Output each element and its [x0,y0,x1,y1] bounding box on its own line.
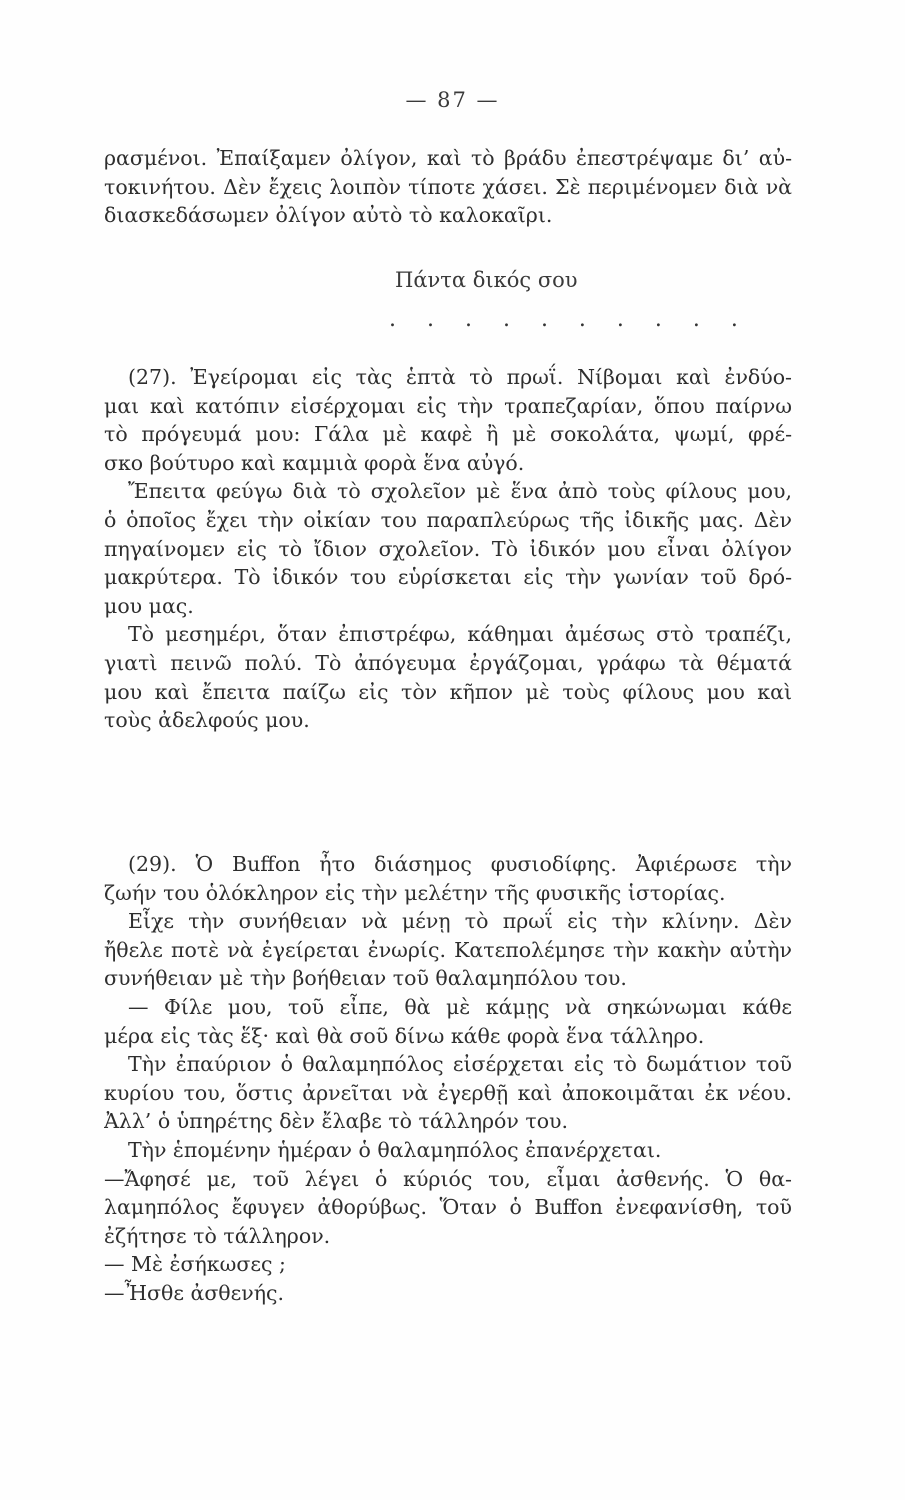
section-27 [104,363,792,735]
text-line: σκο βούτυρο καὶ καμμιὰ φορὰ ἕνα αὐγό. [104,450,525,475]
text-line: — Φίλε μου, τοῦ εἶπε, θὰ μὲ κάμῃς νὰ σηκώνωμαι κάθε [128,994,792,1019]
letter-signature: Πάντα δικός σου [395,268,578,292]
text-line: ἐζήτησε τὸ τάλληρον. [104,1223,331,1248]
separator-dots: . . . . . . . . . . [389,307,750,332]
page-number: — 87 — [405,88,500,112]
text-line: γιατὶ πεινῶ πολύ. Τὸ ἀπόγευμα ἐργάζομαι, γράφω τὰ θέματά [104,650,792,675]
text-line: — Μὲ ἐσήκωσες ; [104,1252,286,1277]
text-line: συνήθειαν μὲ τὴν βοήθειαν τοῦ θαλαμηπόλου του. [104,966,627,991]
text-line: κυρίου του, ὅστις ἀρνεῖται νὰ ἐγερθῇ καὶ ἀποκοιμᾶται ἐκ νέου. [104,1080,792,1105]
text-line: ὁ ὁποῖος ἔχει τὴν οἰκίαν του παραπλεύρως τῆς ἰδικῆς μας. Δὲν [104,507,792,532]
text-line: ἤθελε ποτὲ νὰ ἐγείρεται ἐνωρίς. Κατεπολέμησε τὴν κακὴν αὐτὴν [104,937,792,962]
text-line: —Ἦσθε ἀσθενής. [104,1280,285,1305]
text-line: μέρα εἰς τὰς ἕξ· καὶ θὰ σοῦ δίνω κάθε φορὰ ἕνα τάλληρο. [104,1023,705,1048]
text-line: Ἀλλ’ ὁ ὑπηρέτης δὲν ἔλαβε τὸ τάλληρόν του. [104,1109,569,1134]
text-line: ρασμένοι. Ἐπαίξαμεν ὀλίγον, καὶ τὸ βράδυ ἐπεστρέψαμε δι’ αὐ- [104,146,792,170]
text-line: Τὴν ἑπομένην ἡμέραν ὁ θαλαμηπόλος ἐπανέρχεται. [128,1137,662,1162]
text-line: τοὺς ἀδελφούς μου. [104,708,310,733]
text-line: μου μας. [104,593,194,618]
text-line: τοκινήτου. Δὲν ἔχεις λοιπὸν τίποτε χάσει. Σὲ περιμένομεν διὰ νὰ [104,174,792,199]
section-29 [104,850,792,1308]
text-line: τὸ πρόγευμά μου: Γάλα μὲ καφὲ ἢ μὲ σοκολάτα, ψωμί, φρέ- [104,422,792,447]
text-line: μακρύτερα. Τὸ ἰδικόν του εὑρίσκεται εἰς τὴν γωνίαν τοῦ δρό- [104,565,792,590]
text-line: διασκεδάσωμεν ὀλίγον αὐτὸ τὸ καλοκαῖρι. [104,203,553,228]
text-line: μου καὶ ἔπειτα παίζω εἰς τὸν κῆπον μὲ τοὺς φίλους μου καὶ [104,679,792,704]
text-line: —Ἄφησέ με, τοῦ λέγει ὁ κύριός του, εἶμαι ἀσθενής. Ὁ θα- [104,1166,792,1191]
text-line: ζωήν του ὁλόκληρον εἰς τὴν μελέτην τῆς φυσικῆς ἱστορίας. [104,880,726,905]
text-line: Εἶχε τὴν συνήθειαν νὰ μένῃ τὸ πρωΐ εἰς τὴν κλίνην. Δὲν [128,909,792,934]
text-line: Ἔπειτα φεύγω διὰ τὸ σχολεῖον μὲ ἕνα ἀπὸ τοὺς φίλους μου, [128,479,792,504]
text-line: Τὴν ἐπαύριον ὁ θαλαμηπόλος εἰσέρχεται εἰς τὸ δωμάτιον τοῦ [128,1052,792,1077]
text-line: λαμηπόλος ἔφυγεν ἀθορύβως. Ὅταν ὁ Buffon ἐνεφανίσθη, τοῦ [104,1195,792,1220]
letter-paragraph [104,144,792,230]
text-line: (29). Ὁ Buffon ἦτο διάσημος φυσιοδίφης. Ἀφιέρωσε τὴν [128,852,792,876]
text-line: (27). Ἐγείρομαι εἰς τὰς ἑπτὰ τὸ πρωΐ. Νίβομαι καὶ ἐνδύο- [128,365,792,389]
text-line: πηγαίνομεν εἰς τὸ ἴδιον σχολεῖον. Τὸ ἰδικόν μου εἶναι ὀλίγον [104,536,792,561]
text-line: Τὸ μεσημέρι, ὅταν ἐπιστρέφω, κάθημαι ἀμέσως στὸ τραπέζι, [128,622,792,647]
text-line: μαι καὶ κατόπιν εἰσέρχομαι εἰς τὴν τραπεζαρίαν, ὅπου παίρνω [104,393,792,418]
